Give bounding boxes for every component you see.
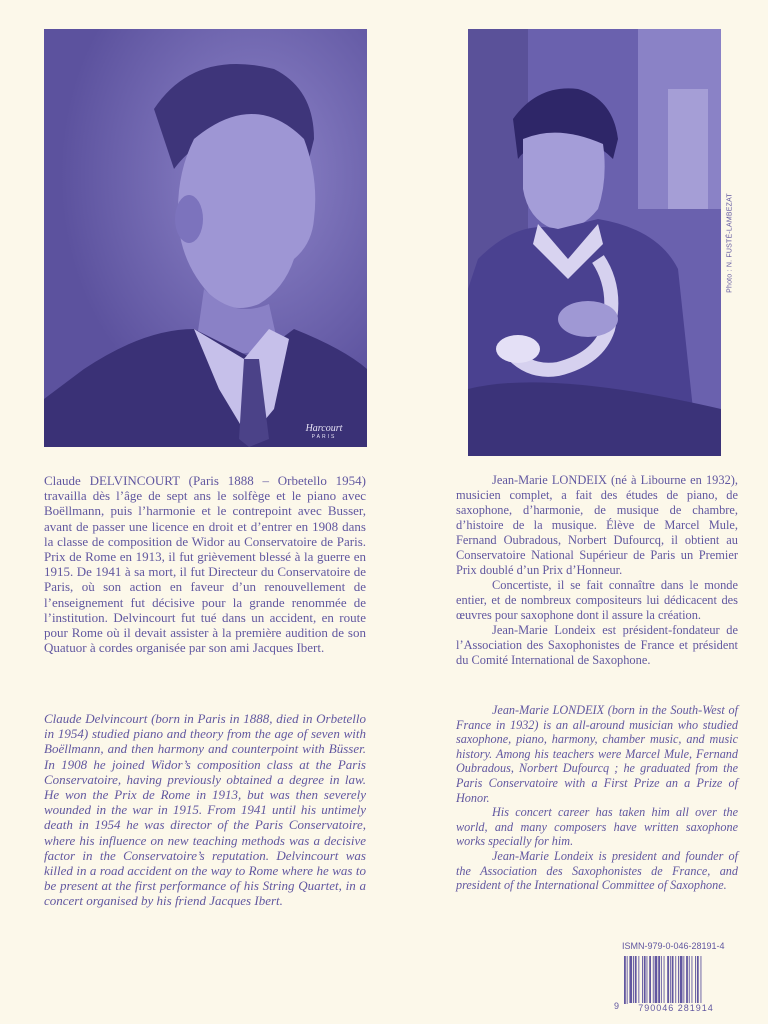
- barcode-bar: [653, 956, 654, 1004]
- barcode-bar: [692, 956, 693, 1004]
- londeix-saxophone-photo: [468, 29, 721, 456]
- barcode-bar: [638, 956, 639, 1004]
- barcode-bar: [633, 956, 634, 1004]
- barcode-bar: [664, 956, 665, 1004]
- barcode-block: [614, 941, 727, 1019]
- barcode-bar: [624, 956, 626, 1004]
- delvincourt-bio-english: Claude Delvincourt (born in Paris in 1888, died in Orbetello in 1954) studied piano and theory from the age of seven with Boëllmann, and then harmony and counterpoint with Büsser. In 1908 he joined Widor’s composition class at the Paris Conservatoire, having previously obtained a degree in law. He won the Prix de Rome in 1913, but was then severely wounded in the war in 1915. From 1941 until his untimely death in 1954 he was director of the Paris Conservatoire, where his influence on new teaching methods was a decisive factor in the Conservatoire’s reputation. Delvincourt was killed in a road accident on the way to Rome where he was to be present at the first performance of his String Quartet, in a concert organised by his friend Jacques Ibert.: [44, 711, 366, 909]
- barcode-bar: [695, 956, 696, 1004]
- barcode-bar: [629, 956, 632, 1004]
- barcode-bar: [658, 956, 660, 1004]
- barcode-bar: [680, 956, 683, 1004]
- photo-credit: Photo : N. FUSTÉ-LAMBEZAT: [726, 192, 734, 293]
- londeix-en-paragraph-1: Jean-Marie LONDEIX (born in the South-West of France in 1932) is an all-around musician who studied saxophone, piano, harmony, chamber music, and music history. Among his teachers were Marcel Mule, Fernand Oubradous, Norbert Dufourcq ; he graduated from the Paris Conservatoire with a First Prize an a Prize of Honor.: [456, 703, 738, 805]
- barcode-bar: [655, 956, 658, 1004]
- barcode-bar: [667, 956, 669, 1004]
- ismn-label: ISMN-979-0-046-28191-4: [622, 941, 725, 951]
- barcode-bar: [635, 956, 637, 1004]
- barcode-bar: [642, 956, 643, 1004]
- barcode-bar: [683, 956, 684, 1004]
- londeix-fr-paragraph-2: Concertiste, il se fait connaître dans le monde entier, et de nombreux compositeurs lui dédicacent des œuvres pour saxophone dont il assure la création.: [456, 578, 738, 622]
- photographer-signature: Harcourt PARIS: [305, 423, 343, 440]
- barcode-bar: [678, 956, 679, 1004]
- barcode-bar: [689, 956, 690, 1004]
- barcode-bar: [647, 956, 648, 1004]
- londeix-en-paragraph-3: Jean-Marie Londeix is president and founder of the Association des Saxophonistes de France, and president of the International Committee of Saxophone.: [456, 848, 738, 893]
- barcode-bar: [670, 956, 671, 1004]
- barcode-number: 790046 281914: [628, 1003, 724, 1013]
- barcode-bar: [701, 956, 702, 1004]
- delvincourt-portrait-photo: [44, 29, 367, 447]
- barcode-bar: [644, 956, 646, 1004]
- barcode-lead-digit: 9: [614, 1001, 620, 1011]
- barcode-bar: [697, 956, 699, 1004]
- delvincourt-bio-french: Claude DELVINCOURT (Paris 1888 – Orbetello 1954) travailla dès l’âge de sept ans le solfège et le piano avec Boëllmann, puis l’harmonie et le contrepoint avec Busser, avant de passer une licence en droit et d’entrer en 1908 dans la classe de composition de Widor au Conservatoire de Paris. Prix de Rome en 1913, il fut grièvement blessé à la guerre en 1915. De 1941 à sa mort, il fut Directeur du Conservatoire de Paris, où son action en faveur d’un renouvellement de l’enseignement fut décisive pour la grande renommée de l’institution. Delvincourt fut tué dans un accident, en route pour Rome où il devait assister à la première audition de son Quatuor à cordes organisée par son ami Jacques Ibert.: [44, 473, 366, 656]
- londeix-bio-french: [456, 473, 738, 668]
- barcode-bar: [661, 956, 662, 1004]
- barcode-bar: [675, 956, 676, 1004]
- barcode-bar: [627, 956, 628, 1004]
- barcode-bar: [672, 956, 674, 1004]
- barcode-bar: [649, 956, 651, 1004]
- londeix-fr-paragraph-3: Jean-Marie Londeix est président-fondateur de l’Association des Saxophonistes de France et président du Comité International de Saxophone.: [456, 623, 738, 667]
- barcode-bar: [686, 956, 688, 1004]
- londeix-en-paragraph-2: His concert career has taken him all over the world, and many composers have written saxophone works specially for him.: [456, 805, 738, 849]
- londeix-bio-english: [456, 703, 738, 893]
- londeix-fr-paragraph-1: Jean-Marie LONDEIX (né à Libourne en 1932), musicien complet, a fait des études de piano, de saxophone, d’harmonie, de musique de chambre, d’histoire de la musique. Élève de Marcel Mule, Fernand Oubradous, Norbert Dufourcq, il obtient au Conservatoire National Supérieur de Paris un Premier Prix doublé d’un Prix d’Honneur.: [456, 473, 738, 577]
